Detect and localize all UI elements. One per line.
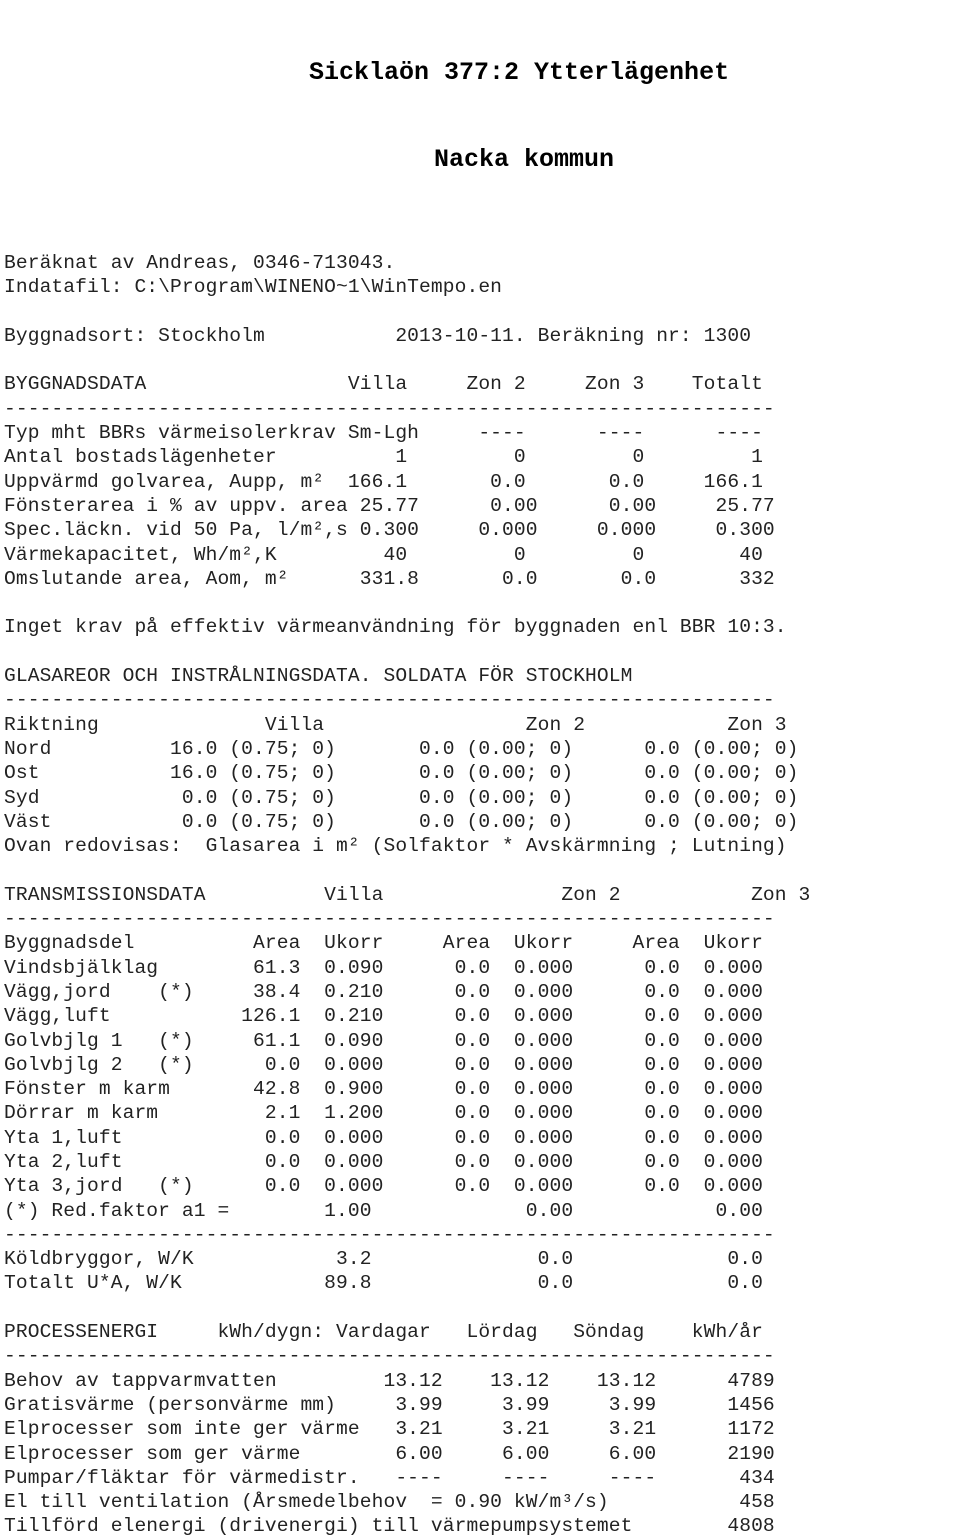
report-line: Byggnadsort: Stockholm 2013-10-11. Beräkning nr: 1300	[4, 324, 752, 347]
report-line: Vägg,jord (*) 38.4 0.210 0.0 0.000 0.0 0.000	[4, 980, 763, 1003]
blank-line	[4, 591, 960, 615]
report-line: Yta 3,jord (*) 0.0 0.000 0.0 0.000 0.0 0.000	[4, 1175, 763, 1198]
report-line: Uppvärmd golvarea, Aupp, m² 166.1 0.0 0.0 166.1	[4, 470, 763, 493]
report-line: Fönster m karm 42.8 0.900 0.0 0.000 0.0 0.000	[4, 1078, 763, 1101]
report-line: Inget krav på effektiv värmeanvändning för byggnaden enl BBR 10:3.	[4, 616, 787, 639]
blank-line	[4, 640, 960, 664]
report-line: Omslutande area, Aom, m² 331.8 0.0 0.0 332	[4, 567, 775, 590]
blank-line	[4, 1296, 960, 1320]
report-line: Väst 0.0 (0.75; 0) 0.0 (0.00; 0) 0.0 (0.00; 0)	[4, 810, 799, 833]
report-line: Vägg,luft 126.1 0.210 0.0 0.000 0.0 0.000	[4, 1005, 763, 1028]
report-line: Typ mht BBRs värmeisolerkrav Sm-Lgh ---- ---- ----	[4, 422, 763, 445]
report-line: Värmekapacitet, Wh/m²,K 40 0 0 40	[4, 543, 763, 566]
title-property-name: Sicklaön 377:2 Ytterlägenhet	[309, 58, 730, 87]
report-line: El till ventilation (Årsmedelbehov = 0.90 kW/m³/s) 458	[4, 1491, 775, 1514]
report-line: Ost 16.0 (0.75; 0) 0.0 (0.00; 0) 0.0 (0.00; 0)	[4, 762, 799, 785]
report-line: Nord 16.0 (0.75; 0) 0.0 (0.00; 0) 0.0 (0.00; 0)	[4, 737, 799, 760]
report-line: Fönsterarea i % av uppv. area 25.77 0.00 0.00 25.77	[4, 494, 775, 517]
report-line: Byggnadsdel Area Ukorr Area Ukorr Area Ukorr	[4, 932, 763, 955]
report-document	[4, 0, 960, 1539]
report-line: Totalt U*A, W/K 89.8 0.0 0.0	[4, 1272, 763, 1295]
report-line: Dörrar m karm 2.1 1.200 0.0 0.000 0.0 0.000	[4, 1102, 763, 1125]
report-line: (*) Red.faktor a1 = 1.00 0.00 0.00	[4, 1199, 763, 1222]
report-line: Ovan redovisas: Glasarea i m² (Solfaktor * Avskärmning ; Lutning)	[4, 835, 787, 858]
blank-line	[4, 300, 960, 324]
report-line: GLASAREOR OCH INSTRÅLNINGSDATA. SOLDATA FÖR STOCKHOLM	[4, 665, 633, 688]
report-line: Syd 0.0 (0.75; 0) 0.0 (0.00; 0) 0.0 (0.00; 0)	[4, 786, 799, 809]
separator-line: -----------------------------------------------------------------	[4, 397, 775, 420]
report-line: Indatafil: C:\Program\WINENO~1\WinTempo.en	[4, 276, 503, 299]
separator-line: -----------------------------------------------------------------	[4, 1345, 775, 1368]
blank-line	[4, 858, 960, 882]
report-line: Gratisvärme (personvärme mm) 3.99 3.99 3.99 1456	[4, 1393, 775, 1416]
blank-line	[4, 348, 960, 372]
report-line: Beräknat av Andreas, 0346-713043.	[4, 252, 396, 274]
report-line: Spec.läckn. vid 50 Pa, l/m²,s 0.300 0.000 0.000 0.300	[4, 519, 775, 542]
report-line: PROCESSENERGI kWh/dygn: Vardagar Lördag Söndag kWh/år	[4, 1321, 763, 1344]
report-title	[4, 0, 960, 232]
report-line: Riktning Villa Zon 2 Zon 3	[4, 713, 787, 736]
report-line: Elprocesser som ger värme 6.00 6.00 6.00 2190	[4, 1442, 775, 1465]
report-line: Golvbjlg 2 (*) 0.0 0.000 0.0 0.000 0.0 0.000	[4, 1053, 763, 1076]
report-line: Yta 2,luft 0.0 0.000 0.0 0.000 0.0 0.000	[4, 1150, 763, 1173]
report-line: TRANSMISSIONSDATA Villa Zon 2 Zon 3	[4, 883, 811, 906]
report-line: BYGGNADSDATA Villa Zon 2 Zon 3 Totalt	[4, 373, 763, 396]
separator-line: -----------------------------------------------------------------	[4, 908, 775, 931]
report-line: Köldbryggor, W/K 3.2 0.0 0.0	[4, 1248, 763, 1271]
separator-line: -----------------------------------------------------------------	[4, 689, 775, 712]
report-line: Antal bostadslägenheter 1 0 0 1	[4, 446, 763, 469]
report-line: Pumpar/fläktar för värmedistr. ---- ---- ---- 434	[4, 1466, 775, 1489]
report-body	[4, 251, 960, 1539]
report-line: Vindsbjälklag 61.3 0.090 0.0 0.000 0.0 0.000	[4, 956, 763, 979]
title-municipality: Nacka kommun	[434, 145, 615, 174]
report-line: Golvbjlg 1 (*) 61.1 0.090 0.0 0.000 0.0 0.000	[4, 1029, 763, 1052]
report-line: Tillförd elenergi (drivenergi) till värmepumpsystemet 4808	[4, 1515, 775, 1538]
report-line: Behov av tappvarmvatten 13.12 13.12 13.12 4789	[4, 1369, 775, 1392]
report-line: Yta 1,luft 0.0 0.000 0.0 0.000 0.0 0.000	[4, 1126, 763, 1149]
separator-line: -----------------------------------------------------------------	[4, 1223, 775, 1246]
report-line: Elprocesser som inte ger värme 3.21 3.21 3.21 1172	[4, 1418, 775, 1441]
